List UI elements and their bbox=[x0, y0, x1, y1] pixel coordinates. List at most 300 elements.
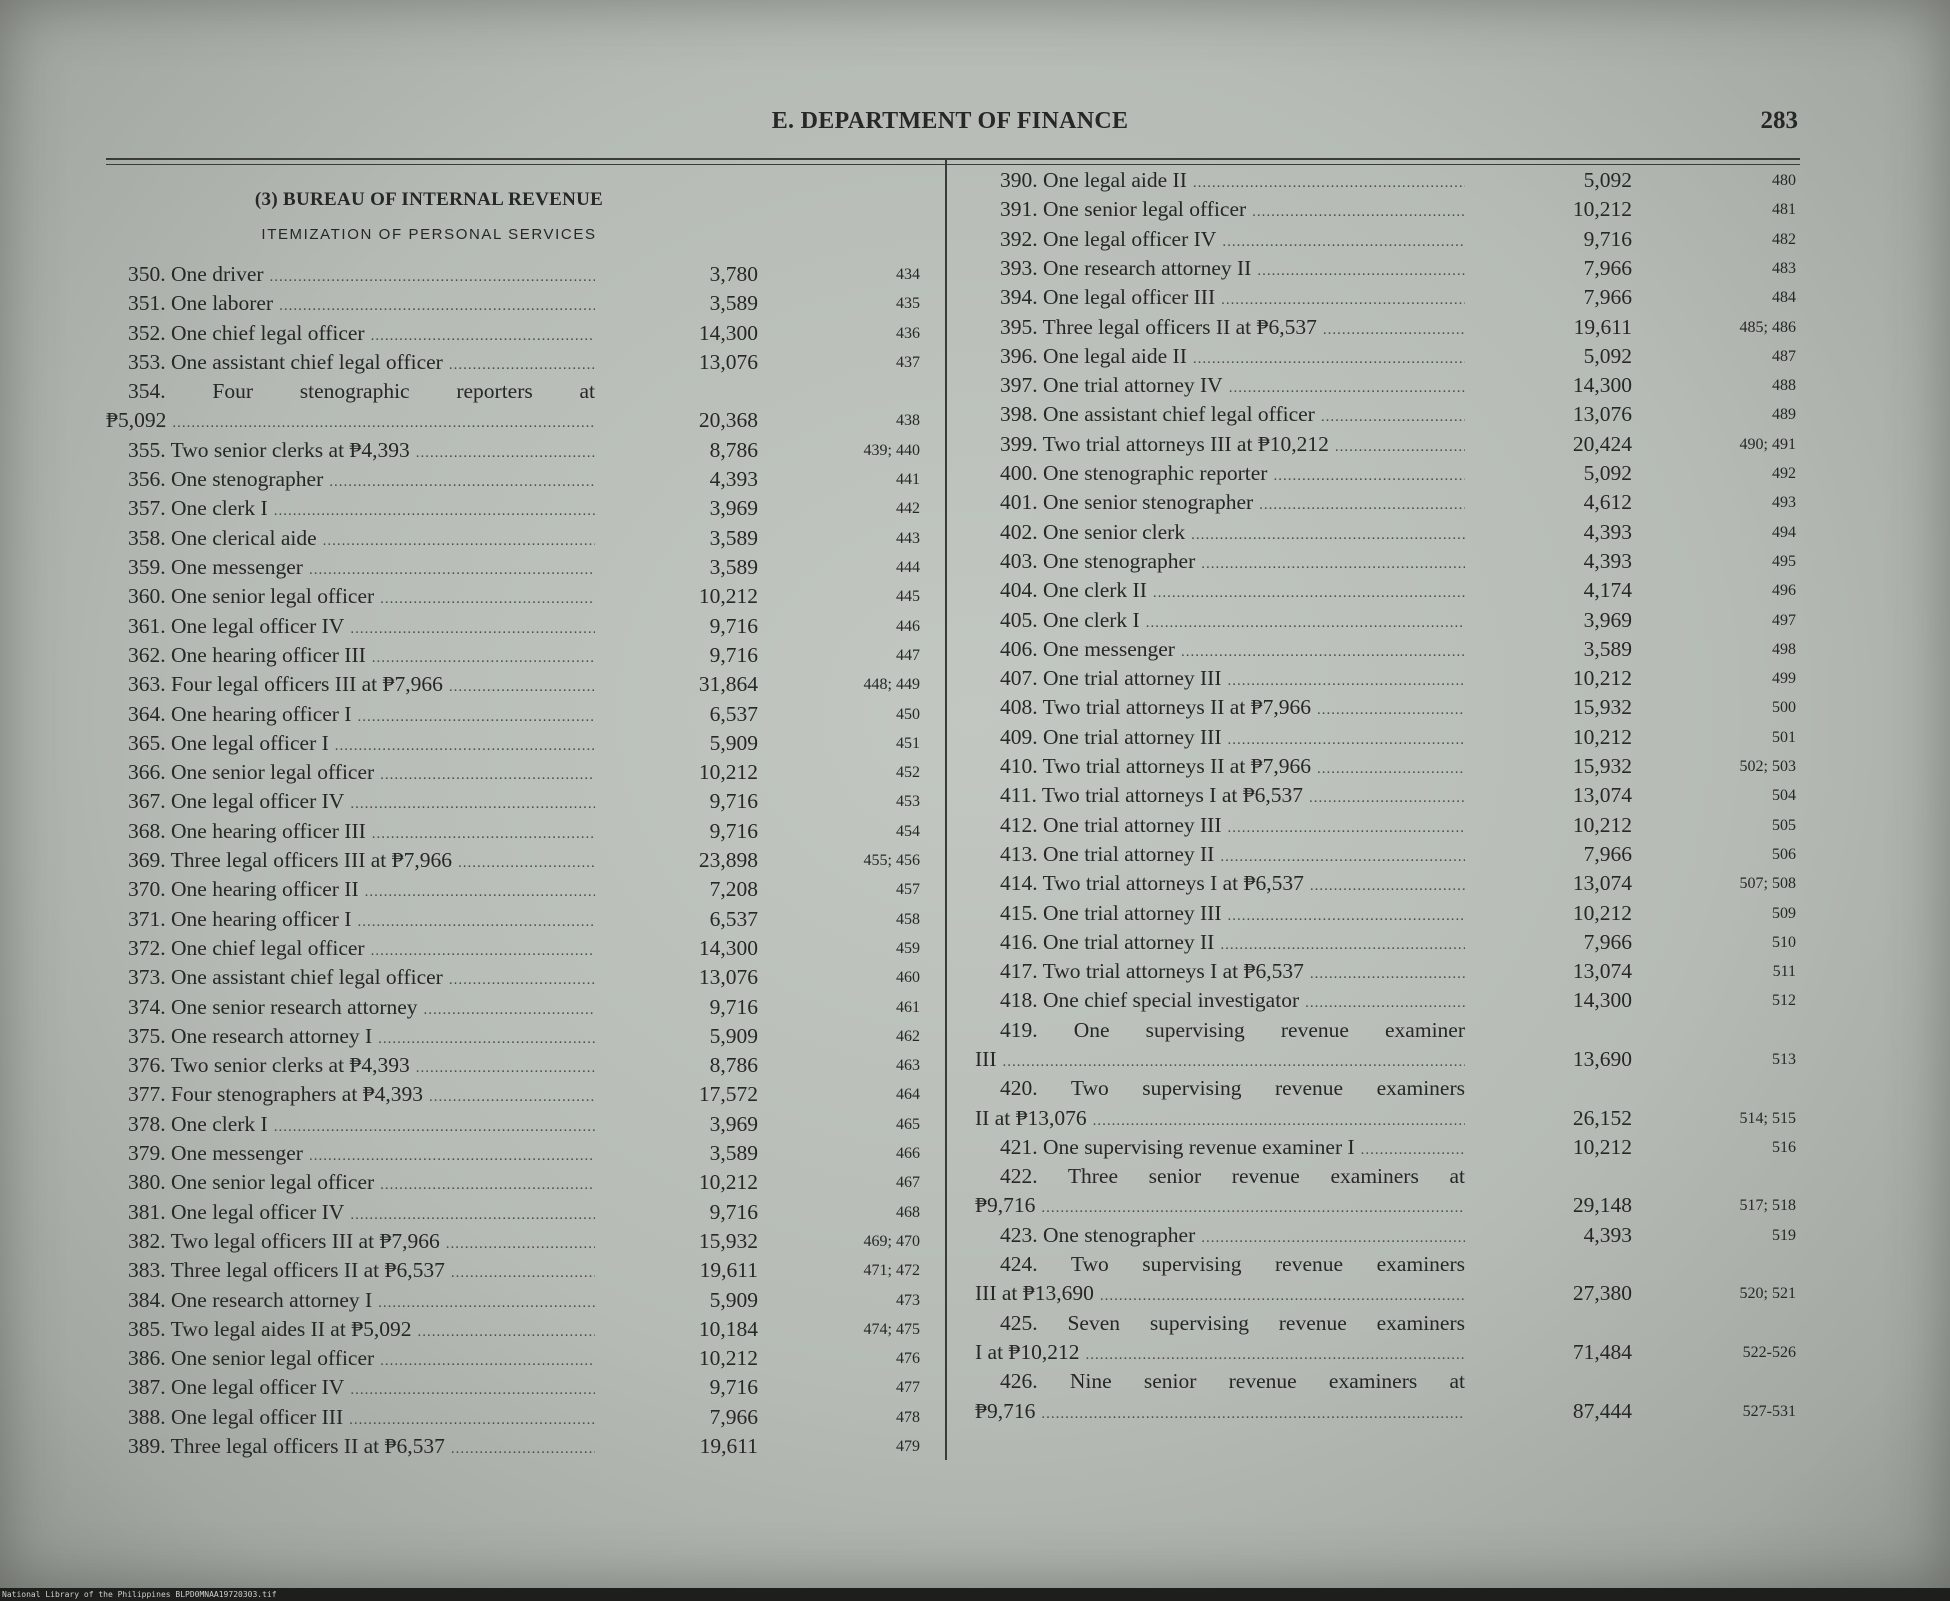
item-amount: 10,212 bbox=[698, 1170, 758, 1195]
item-amount: 15,932 bbox=[1572, 754, 1632, 778]
item-description bbox=[1000, 840, 1465, 872]
item-description-text: 403. One stenographer bbox=[1000, 548, 1196, 573]
item-reference: 527-531 bbox=[1742, 1402, 1796, 1420]
leader-dots bbox=[1041, 1400, 1465, 1429]
list-item bbox=[0, 957, 1950, 986]
leader-dots bbox=[1335, 433, 1465, 462]
list-item bbox=[0, 1016, 1950, 1075]
item-reference: 455; 456 bbox=[863, 852, 920, 869]
item-description-text: 379. One messenger bbox=[128, 1141, 303, 1165]
item-amount: 10,212 bbox=[1572, 724, 1632, 749]
item-description-text: ₱5,092 bbox=[106, 408, 167, 433]
item-reference: 499 bbox=[1772, 670, 1796, 688]
item-description-line1: 422. Three senior revenue examiners at bbox=[1000, 1164, 1465, 1189]
item-description bbox=[1000, 195, 1465, 227]
item-description bbox=[1000, 957, 1465, 989]
item-description-text: 417. Two trial attorneys I at ₱6,537 bbox=[1000, 959, 1304, 984]
leader-dots bbox=[1310, 960, 1465, 989]
item-description-text: 410. Two trial attorneys II at ₱7,966 bbox=[1000, 754, 1311, 778]
item-amount: 5,909 bbox=[709, 730, 758, 755]
list-item bbox=[0, 576, 1950, 605]
item-amount: 6,537 bbox=[709, 906, 758, 931]
item-description-text: 389. Three legal officers II at ₱6,537 bbox=[128, 1434, 445, 1458]
item-reference: 500 bbox=[1772, 699, 1796, 717]
item-amount: 19,611 bbox=[699, 1258, 758, 1283]
leader-dots bbox=[1317, 755, 1465, 784]
item-description-text: 368. One hearing officer III bbox=[128, 818, 366, 843]
item-amount: 20,424 bbox=[1572, 431, 1632, 456]
item-description bbox=[1000, 400, 1465, 432]
item-reference: 479 bbox=[896, 1438, 920, 1455]
item-reference: 481 bbox=[1772, 201, 1796, 219]
list-item bbox=[0, 1367, 1950, 1426]
leader-dots bbox=[1201, 550, 1465, 579]
item-reference: 446 bbox=[896, 617, 920, 635]
item-description-text: 381. One legal officer IV bbox=[128, 1199, 345, 1224]
item-amount: 6,537 bbox=[709, 701, 758, 726]
item-reference: 494 bbox=[1772, 523, 1796, 541]
item-description-text: 363. Four legal officers III at ₱7,966 bbox=[128, 672, 443, 697]
header-rule bbox=[106, 158, 1800, 160]
item-reference: 466 bbox=[896, 1145, 920, 1162]
item-description-text: 359. One messenger bbox=[128, 555, 303, 579]
item-amount: 3,589 bbox=[709, 291, 758, 316]
item-description-text: 375. One research attorney I bbox=[128, 1023, 373, 1048]
item-description-text: 351. One laborer bbox=[128, 291, 274, 316]
list-item bbox=[0, 1221, 1950, 1250]
item-description bbox=[1000, 547, 1465, 579]
item-amount: 13,074 bbox=[1572, 959, 1632, 984]
item-description-text: 385. Two legal aides II at ₱5,092 bbox=[128, 1316, 412, 1341]
item-amount: 3,780 bbox=[709, 262, 758, 286]
item-amount: 7,208 bbox=[709, 877, 758, 902]
item-reference: 452 bbox=[896, 764, 920, 782]
leader-dots bbox=[1259, 491, 1465, 520]
item-description-text: 356. One stenographer bbox=[128, 467, 324, 492]
list-item bbox=[0, 547, 1950, 576]
leader-dots bbox=[1222, 228, 1465, 257]
item-amount: 20,368 bbox=[698, 408, 758, 433]
item-description-text: 400. One stenographic reporter bbox=[1000, 461, 1268, 485]
list-item bbox=[0, 840, 1950, 869]
item-reference: 450 bbox=[896, 705, 920, 723]
leader-dots bbox=[1181, 638, 1465, 667]
item-amount: 10,212 bbox=[1572, 197, 1632, 222]
item-amount: 10,212 bbox=[698, 584, 758, 609]
section-title: (3) BUREAU OF INTERNAL REVENUE bbox=[254, 189, 604, 210]
item-description bbox=[1000, 342, 1465, 374]
item-description bbox=[1000, 811, 1465, 843]
leader-dots bbox=[1228, 902, 1466, 931]
item-description bbox=[1000, 1133, 1465, 1165]
item-description bbox=[1000, 225, 1465, 257]
item-amount: 4,393 bbox=[1583, 548, 1632, 573]
item-reference: 442 bbox=[896, 500, 920, 518]
item-amount: 3,589 bbox=[709, 1141, 758, 1165]
item-description-line2 bbox=[975, 1279, 1465, 1311]
item-description-text: 367. One legal officer IV bbox=[128, 789, 345, 814]
list-item bbox=[0, 635, 1950, 664]
item-reference: 517; 518 bbox=[1739, 1197, 1796, 1215]
leader-dots bbox=[1191, 521, 1465, 550]
item-amount: 3,969 bbox=[1583, 607, 1632, 632]
item-amount: 4,174 bbox=[1583, 578, 1632, 603]
item-description-text: 409. One trial attorney III bbox=[1000, 724, 1222, 749]
item-description-text: 418. One chief special investigator bbox=[1000, 988, 1300, 1013]
item-reference: 447 bbox=[896, 646, 920, 664]
item-amount: 27,380 bbox=[1572, 1281, 1632, 1306]
item-amount: 31,864 bbox=[698, 672, 758, 697]
item-amount: 26,152 bbox=[1572, 1105, 1632, 1130]
item-description-text: 358. One clerical aide bbox=[128, 525, 317, 550]
list-item bbox=[0, 869, 1950, 898]
item-reference: 468 bbox=[896, 1203, 920, 1221]
item-reference: 480 bbox=[1772, 172, 1796, 189]
item-description-line2 bbox=[975, 1045, 1465, 1077]
item-amount: 7,966 bbox=[1583, 841, 1632, 866]
item-description-text: 388. One legal officer III bbox=[128, 1404, 344, 1429]
item-amount: 9,716 bbox=[709, 1199, 758, 1224]
item-description bbox=[1000, 283, 1465, 315]
item-reference: 482 bbox=[1772, 230, 1796, 248]
item-description bbox=[1000, 723, 1465, 755]
item-description-text: 394. One legal officer III bbox=[1000, 285, 1216, 310]
leader-dots bbox=[1309, 784, 1465, 813]
item-description-text: 380. One senior legal officer bbox=[128, 1170, 375, 1195]
item-description-text: 396. One legal aide II bbox=[1000, 343, 1187, 368]
item-amount: 9,716 bbox=[709, 818, 758, 843]
item-reference: 496 bbox=[1772, 582, 1796, 600]
item-description-text: 386. One senior legal officer bbox=[128, 1346, 375, 1371]
item-description bbox=[1000, 606, 1465, 638]
list-item bbox=[0, 899, 1950, 928]
item-description-text: 404. One clerk II bbox=[1000, 578, 1147, 603]
item-description-text: III bbox=[975, 1046, 997, 1071]
item-description bbox=[1000, 518, 1465, 550]
item-description-text: 361. One legal officer IV bbox=[128, 613, 345, 638]
item-description bbox=[1000, 488, 1465, 520]
item-reference: 512 bbox=[1772, 992, 1796, 1010]
item-reference: 465 bbox=[896, 1115, 920, 1133]
leader-dots bbox=[1323, 316, 1465, 345]
list-item bbox=[0, 1250, 1950, 1309]
list-item bbox=[0, 400, 1950, 429]
item-reference: 497 bbox=[1772, 611, 1796, 629]
item-amount: 13,074 bbox=[1572, 871, 1632, 896]
item-reference: 519 bbox=[1772, 1226, 1796, 1244]
item-description bbox=[1000, 254, 1465, 286]
item-description-line2 bbox=[975, 1338, 1465, 1370]
item-reference: 459 bbox=[896, 939, 920, 957]
item-reference: 448; 449 bbox=[863, 676, 920, 694]
item-amount: 9,716 bbox=[709, 994, 758, 1019]
list-item bbox=[0, 488, 1950, 517]
item-description-text: 350. One driver bbox=[128, 262, 264, 286]
item-reference: 454 bbox=[896, 822, 920, 840]
list-item bbox=[0, 342, 1950, 371]
item-description-text: 406. One messenger bbox=[1000, 636, 1175, 661]
item-amount: 14,300 bbox=[1572, 988, 1632, 1013]
list-item bbox=[0, 254, 1950, 283]
list-item bbox=[0, 313, 1950, 342]
item-amount: 14,300 bbox=[698, 935, 758, 960]
item-reference: 505 bbox=[1772, 816, 1796, 834]
item-amount: 10,184 bbox=[698, 1316, 758, 1341]
item-description-text: 390. One legal aide II bbox=[1000, 168, 1187, 192]
list-item bbox=[0, 723, 1950, 752]
item-reference: 435 bbox=[896, 295, 920, 313]
list-item bbox=[0, 371, 1950, 400]
item-description-line1: 426. Nine senior revenue examiners at bbox=[1000, 1369, 1465, 1394]
item-amount: 3,589 bbox=[709, 525, 758, 550]
item-description-text: 360. One senior legal officer bbox=[128, 584, 375, 609]
list-item bbox=[0, 166, 1950, 195]
leader-dots bbox=[1228, 814, 1466, 843]
item-amount: 17,572 bbox=[698, 1082, 758, 1107]
item-description bbox=[1000, 928, 1465, 960]
item-description bbox=[1000, 899, 1465, 931]
item-reference: 509 bbox=[1772, 904, 1796, 922]
item-reference: 489 bbox=[1772, 406, 1796, 424]
item-description-line2 bbox=[975, 1397, 1465, 1429]
item-description-text: 371. One hearing officer I bbox=[128, 906, 352, 931]
item-description-text: 376. Two senior clerks at ₱4,393 bbox=[128, 1053, 410, 1078]
item-amount: 8,786 bbox=[709, 1053, 758, 1078]
item-amount: 10,212 bbox=[1572, 812, 1632, 837]
item-description-text: ₱9,716 bbox=[975, 1398, 1036, 1423]
item-reference: 510 bbox=[1772, 933, 1796, 951]
item-description bbox=[1000, 576, 1465, 608]
item-description-line1: 424. Two supervising revenue examiners bbox=[1000, 1252, 1465, 1277]
list-item bbox=[0, 752, 1950, 781]
leader-dots bbox=[1229, 374, 1465, 403]
item-reference: 457 bbox=[896, 881, 920, 899]
item-reference: 520; 521 bbox=[1739, 1285, 1796, 1303]
list-item bbox=[0, 606, 1950, 635]
leader-dots bbox=[1201, 1224, 1465, 1253]
item-description-text: 397. One trial attorney IV bbox=[1000, 373, 1223, 398]
leader-dots bbox=[1220, 931, 1465, 960]
item-amount: 7,966 bbox=[709, 1404, 758, 1429]
item-reference: 522-526 bbox=[1742, 1343, 1796, 1361]
item-amount: 13,076 bbox=[1572, 402, 1632, 427]
item-amount: 5,092 bbox=[1583, 168, 1632, 192]
item-reference: 513 bbox=[1772, 1050, 1796, 1068]
item-description-text: 393. One research attorney II bbox=[1000, 255, 1252, 280]
item-description-text: 415. One trial attorney III bbox=[1000, 900, 1222, 925]
item-amount: 10,212 bbox=[1572, 900, 1632, 925]
item-amount: 3,589 bbox=[1583, 636, 1632, 661]
item-reference: 516 bbox=[1772, 1138, 1796, 1156]
item-reference: 434 bbox=[896, 266, 920, 283]
leader-dots bbox=[1220, 843, 1465, 872]
scan-footer: National Library of the Philippines BLPD0MNAA19720303.tif bbox=[2, 1590, 277, 1599]
item-reference: 443 bbox=[896, 529, 920, 547]
leader-dots bbox=[1146, 609, 1465, 638]
item-description-text: 402. One senior clerk bbox=[1000, 519, 1186, 544]
item-reference: 467 bbox=[896, 1174, 920, 1192]
item-reference: 439; 440 bbox=[863, 441, 920, 459]
section-subtitle: ITEMIZATION OF PERSONAL SERVICES bbox=[261, 226, 597, 243]
item-description bbox=[1000, 664, 1465, 696]
item-description-text: 383. Three legal officers II at ₱6,537 bbox=[128, 1258, 445, 1283]
item-description-text: 362. One hearing officer III bbox=[128, 642, 366, 667]
item-description-text: 398. One assistant chief legal officer bbox=[1000, 402, 1315, 427]
item-amount: 13,076 bbox=[698, 349, 758, 374]
item-description bbox=[1000, 869, 1465, 901]
item-description-text: 412. One trial attorney III bbox=[1000, 812, 1222, 837]
item-reference: 504 bbox=[1772, 787, 1796, 805]
item-amount: 13,074 bbox=[1572, 783, 1632, 808]
item-description-text: I at ₱10,212 bbox=[975, 1339, 1080, 1364]
item-reference: 488 bbox=[1772, 377, 1796, 395]
item-description-line1: 354. Four stenographic reporters at bbox=[128, 379, 595, 404]
item-description-text: 421. One supervising revenue examiner I bbox=[1000, 1134, 1355, 1159]
item-reference: 501 bbox=[1772, 728, 1796, 746]
leader-dots bbox=[1273, 462, 1465, 491]
item-reference: 511 bbox=[1772, 963, 1796, 981]
item-description-text: 391. One senior legal officer bbox=[1000, 197, 1247, 222]
item-reference: 453 bbox=[896, 793, 920, 811]
item-description-text: 353. One assistant chief legal officer bbox=[128, 349, 443, 374]
item-description-text: 395. Three legal officers II at ₱6,537 bbox=[1000, 314, 1317, 339]
item-reference: 436 bbox=[896, 324, 920, 342]
list-item bbox=[0, 811, 1950, 840]
list-item bbox=[0, 928, 1950, 957]
item-amount: 3,589 bbox=[709, 555, 758, 579]
list-item bbox=[0, 283, 1950, 312]
item-description bbox=[1000, 635, 1465, 667]
item-reference: 493 bbox=[1772, 494, 1796, 512]
item-description bbox=[1000, 166, 1465, 198]
item-reference: 463 bbox=[896, 1057, 920, 1075]
item-amount: 9,716 bbox=[709, 613, 758, 638]
leader-dots bbox=[1086, 1341, 1465, 1370]
list-item bbox=[0, 459, 1950, 488]
item-amount: 14,300 bbox=[698, 320, 758, 345]
item-description-text: 401. One senior stenographer bbox=[1000, 490, 1254, 515]
item-amount: 13,076 bbox=[698, 965, 758, 990]
item-description-text: 378. One clerk I bbox=[128, 1111, 268, 1136]
item-description-text: ₱9,716 bbox=[975, 1193, 1036, 1218]
item-reference: 438 bbox=[896, 412, 920, 430]
item-description-text: 373. One assistant chief legal officer bbox=[128, 965, 443, 990]
item-description bbox=[1000, 313, 1465, 345]
item-description-line2 bbox=[975, 1104, 1465, 1136]
item-description-text: 364. One hearing officer I bbox=[128, 701, 352, 726]
item-amount: 3,969 bbox=[709, 496, 758, 521]
leader-dots bbox=[1317, 696, 1465, 725]
item-amount: 14,300 bbox=[1572, 373, 1632, 398]
item-reference: 484 bbox=[1772, 289, 1796, 307]
item-amount: 15,932 bbox=[698, 1228, 758, 1253]
list-item bbox=[0, 986, 1950, 1015]
item-amount: 9,716 bbox=[1583, 226, 1632, 251]
item-description bbox=[1000, 781, 1465, 813]
item-description-text: 365. One legal officer I bbox=[128, 730, 329, 755]
item-description-text: 357. One clerk I bbox=[128, 496, 268, 521]
item-description-text: 384. One research attorney I bbox=[128, 1287, 373, 1312]
leader-dots bbox=[1100, 1282, 1465, 1311]
list-item bbox=[0, 664, 1950, 693]
leader-dots bbox=[1193, 169, 1465, 198]
item-amount: 19,611 bbox=[699, 1434, 758, 1458]
item-amount: 7,966 bbox=[1583, 285, 1632, 310]
item-description-text: 411. Two trial attorneys I at ₱6,537 bbox=[1000, 783, 1304, 808]
item-description-text: 377. Four stenographers at ₱4,393 bbox=[128, 1082, 423, 1107]
item-amount: 19,611 bbox=[1573, 314, 1632, 339]
item-description bbox=[1000, 986, 1465, 1018]
item-reference: 514; 515 bbox=[1739, 1109, 1796, 1127]
item-description-text: II at ₱13,076 bbox=[975, 1105, 1087, 1130]
leader-dots bbox=[1002, 1048, 1465, 1077]
leader-dots bbox=[1041, 1194, 1465, 1223]
item-description-text: 413. One trial attorney II bbox=[1000, 841, 1215, 866]
item-reference: 471; 472 bbox=[863, 1262, 920, 1280]
item-amount: 23,898 bbox=[698, 848, 758, 872]
item-reference: 507; 508 bbox=[1739, 875, 1796, 893]
leader-dots bbox=[1228, 667, 1466, 696]
leader-dots bbox=[1257, 257, 1465, 286]
item-reference: 469; 470 bbox=[863, 1232, 920, 1250]
list-item bbox=[0, 518, 1950, 547]
list-item bbox=[0, 1074, 1950, 1133]
leader-dots bbox=[1305, 989, 1465, 1018]
list-item bbox=[0, 781, 1950, 810]
item-reference: 487 bbox=[1772, 347, 1796, 365]
item-amount: 5,909 bbox=[709, 1287, 758, 1312]
item-reference: 458 bbox=[896, 910, 920, 928]
page-number: 283 bbox=[1760, 107, 1798, 134]
item-description bbox=[1000, 430, 1465, 462]
item-amount: 87,444 bbox=[1572, 1398, 1632, 1423]
item-reference: 460 bbox=[896, 969, 920, 987]
item-description bbox=[1000, 752, 1465, 784]
item-reference: 506 bbox=[1772, 845, 1796, 863]
item-amount: 7,966 bbox=[1583, 929, 1632, 954]
item-reference: 478 bbox=[896, 1408, 920, 1426]
item-description-text: 414. Two trial attorneys I at ₱6,537 bbox=[1000, 871, 1304, 896]
leader-dots bbox=[1228, 726, 1466, 755]
item-amount: 7,966 bbox=[1583, 255, 1632, 280]
item-amount: 9,716 bbox=[709, 1375, 758, 1400]
item-reference: 473 bbox=[896, 1291, 920, 1309]
header-rule-thin bbox=[106, 164, 1800, 165]
item-amount: 4,393 bbox=[1583, 519, 1632, 544]
item-description-text: 405. One clerk I bbox=[1000, 607, 1140, 632]
item-reference: 483 bbox=[1772, 259, 1796, 277]
item-reference: 490; 491 bbox=[1739, 435, 1796, 453]
item-amount: 10,212 bbox=[1572, 666, 1632, 691]
item-description bbox=[1000, 1221, 1465, 1253]
item-reference: 441 bbox=[896, 471, 920, 489]
item-description bbox=[1000, 459, 1465, 491]
list-item bbox=[0, 195, 1950, 224]
page-header-title: E. DEPARTMENT OF FINANCE bbox=[771, 108, 1129, 134]
list-item bbox=[0, 225, 1950, 254]
item-description-line1: 420. Two supervising revenue examiners bbox=[1000, 1076, 1465, 1101]
list-item bbox=[0, 1133, 1950, 1162]
item-description-line1: 425. Seven supervising revenue examiners bbox=[1000, 1310, 1465, 1335]
item-amount: 10,212 bbox=[1572, 1134, 1632, 1159]
item-amount: 10,212 bbox=[698, 760, 758, 785]
item-amount: 4,393 bbox=[1583, 1222, 1632, 1247]
item-amount: 5,092 bbox=[1583, 461, 1632, 485]
item-reference: 492 bbox=[1772, 465, 1796, 482]
item-reference: 445 bbox=[896, 588, 920, 606]
item-description-text: 416. One trial attorney II bbox=[1000, 929, 1215, 954]
leader-dots bbox=[1221, 286, 1465, 315]
